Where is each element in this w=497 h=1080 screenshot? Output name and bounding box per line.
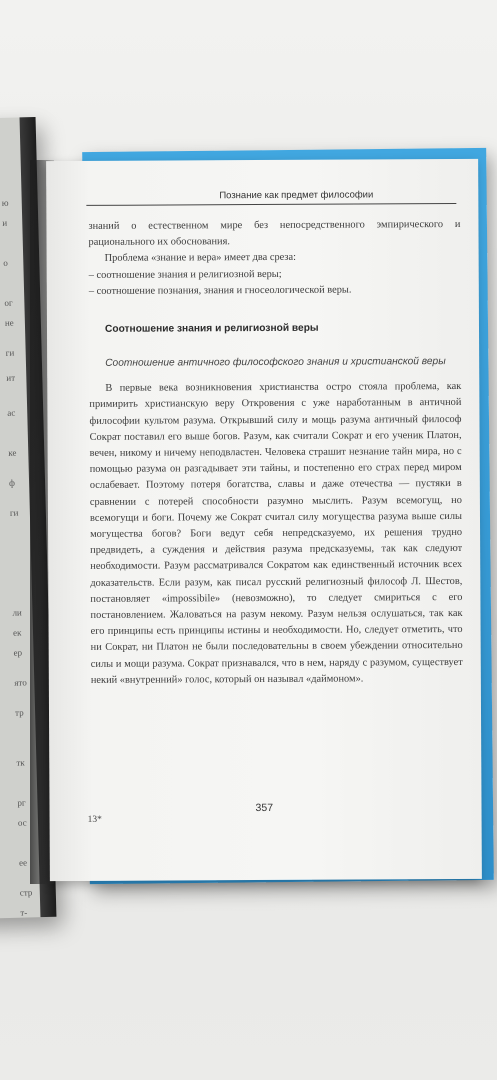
left-page-fragment: ю [1, 197, 9, 208]
left-page-fragment: ли [12, 607, 22, 618]
left-page-fragment: рг [17, 797, 26, 808]
paragraph: В первые века возникновения христианства остро стояла проблема, как примирить христианскую веру Откровения с уже наработанным в античной философии культом разума. Открывший силу и мощь разума античный философ Сократ поставил его выше богов. Разум, как считали Сократ и его ученик Платон, вечен, никому и ничему неподвластен. Человека страшит незнание тайн мира, но с помощью разума он разгадывает эти тайны, и постепенно его страх перед миром ослабевает. Поэтому потеря богатства, славы и даже отечества — пустяки в сравнении с потерей способности разумно мыслить. Разум всемогущ, но всемогущи и боги. Почему же Сократ считал силу могущества разума выше силы могущества богов? Боги ведут себя непредсказуемо, их решения трудно предвидеть, а суждения и действия разума предсказуемы, так как следуют необходимости. Разум рассматривался Сократом как единственный источник всех доказательств. Если разум, как писал русский религиозный философ Л. Шестов, постановляет «impossibile» (невозможно), то следует смириться с его постановлением. Жаловаться на разум некому. Разум нельзя ослушаться, так как его принципы есть принципы истины и необходимости. Но, следует отметить, что ни Сократ, ни Платон не были последовательны в своем убеждении относительно силы и мощи разума. Сократ признавался, что в нем, наряду с разумом, существует некий «внутренний» голос, который он называл «даймоном». [89, 381, 463, 686]
subsection-heading: Соотношение античного философского знания и христианской веры [105, 356, 446, 370]
left-page-fragment: ек [12, 627, 22, 638]
left-page-fragment: тк [16, 757, 25, 768]
aspects-list [89, 266, 461, 300]
intro-text: Проблема «знание и вера» имеет два среза: [104, 252, 297, 265]
left-page-fragment: ит [6, 372, 16, 383]
left-page-fragment: ее [18, 857, 28, 868]
list-item: – соотношение познания, знания и гносеологической веры. [88, 284, 352, 297]
left-page-fragment: т- [20, 907, 28, 918]
left-page-fragment: ги [5, 347, 15, 358]
running-head: Познание как предмет философии [219, 189, 374, 202]
left-page-fragment: ос [17, 817, 27, 828]
left-page-fragment: не [4, 317, 14, 328]
left-page-fragment: ги [9, 507, 19, 518]
left-page-fragment: ас [7, 407, 16, 418]
continuation-text: знаний о естественном мире без непосредственного эмпирического и рационального их обоснования. [88, 218, 461, 249]
section-heading: Соотношение знания и религиозной веры [104, 322, 319, 335]
left-page-fragment: тр [14, 707, 24, 718]
left-page-fragment: ог [4, 297, 13, 308]
list-item: – соотношение знания и религиозной веры; [88, 268, 282, 281]
left-page-fragment: ке [8, 447, 17, 458]
left-page-fragment: ер [13, 647, 23, 658]
left-page-fragment: стр [19, 887, 33, 898]
left-page-fragment: о [3, 257, 8, 268]
signature-mark: 13* [87, 814, 102, 825]
left-page-fragment: и [2, 217, 8, 228]
page-number: 357 [255, 801, 274, 815]
header-rule [86, 203, 456, 206]
left-page-fragment: ф [8, 477, 16, 488]
book-page [46, 159, 482, 881]
page-body [88, 217, 462, 689]
left-page-fragment: ято [14, 677, 27, 688]
